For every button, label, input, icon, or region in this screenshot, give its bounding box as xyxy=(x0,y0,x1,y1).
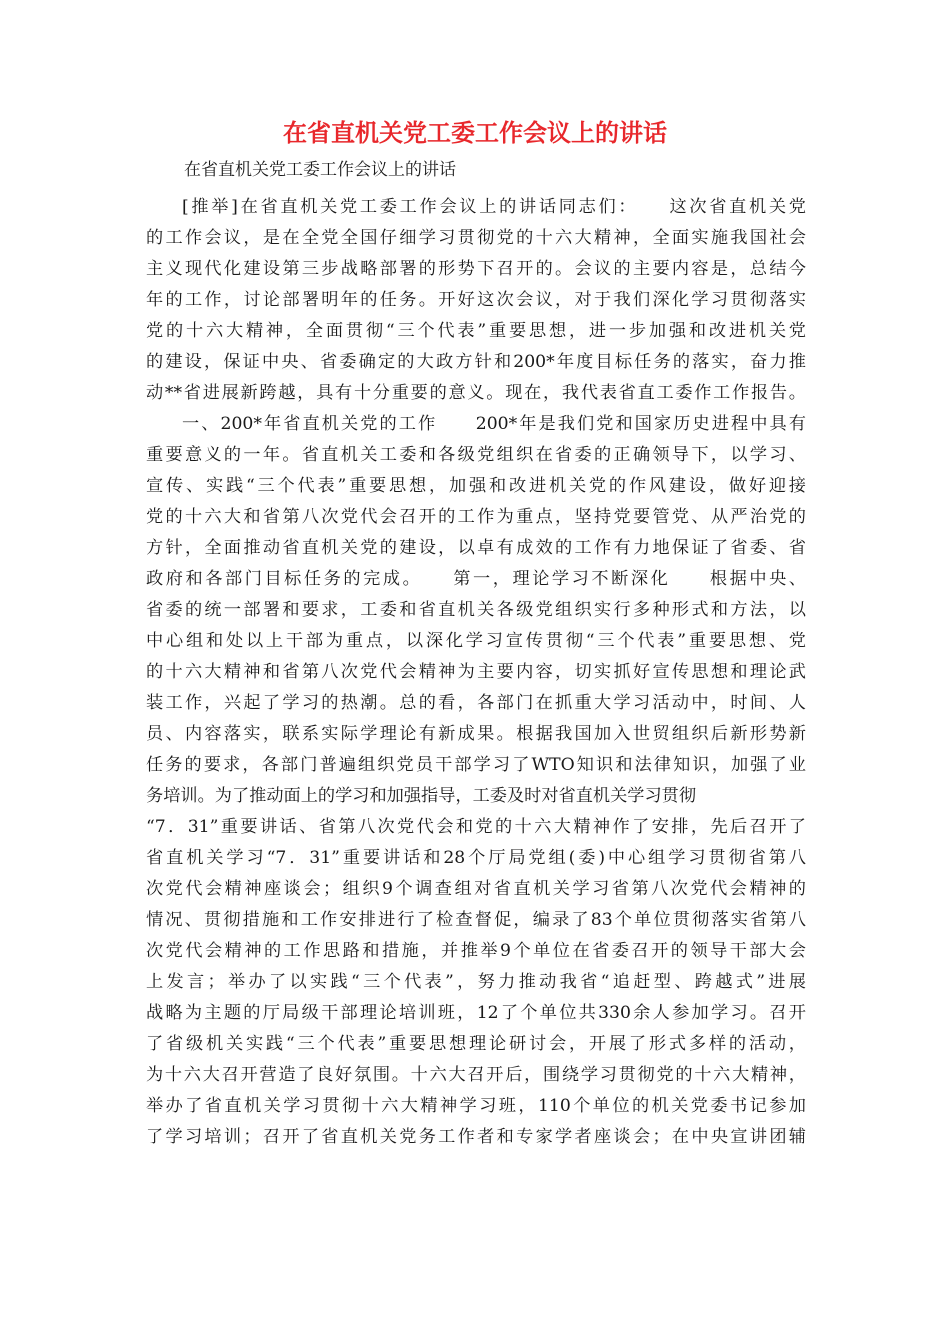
body-line: 重要意义的一年。省直机关工委和各级党组织在省委的正确领导下，以学习、 xyxy=(146,445,806,465)
body-line: 举办了省直机关学习贯彻十六大精神学习班，110个单位的机关党委书记参加 xyxy=(146,1096,806,1116)
body-line: 情况、贯彻措施和工作安排进行了检查督促，编录了83个单位贯彻落实省第八 xyxy=(146,910,806,930)
body-line: 次党代会精神的工作思路和措施，并推举9个单位在省委召开的领导干部大会 xyxy=(146,941,806,961)
document-title: 在省直机关党工委工作会议上的讲话 xyxy=(283,119,667,147)
body-line: 为十六大召开营造了良好氛围。十六大召开后，围绕学习贯彻党的十六大精神， xyxy=(146,1065,806,1085)
body-line: 了学习培训；召开了省直机关党务工作者和专家学者座谈会；在中央宣讲团辅 xyxy=(146,1127,806,1147)
body-line: “7．31”重要讲话、省第八次党代会和党的十六大精神作了安排，先后召开了 xyxy=(146,817,806,837)
body-line: 任务的要求，各部门普遍组织党员干部学习了WTO知识和法律知识，加强了业 xyxy=(146,755,806,775)
document-body xyxy=(146,192,806,1153)
body-line: 动**省进展新跨越，具有十分重要的意义。现在，我代表省直工委作工作报告。 xyxy=(146,383,806,403)
body-line: 了省级机关实践“三个代表”重要思想理论研讨会，开展了形式多样的活动， xyxy=(146,1034,806,1054)
body-line: 宣传、实践“三个代表”重要思想，加强和改进机关党的作风建设，做好迎接 xyxy=(146,476,806,496)
body-line: 党的十六大和省第八次党代会召开的工作为重点，坚持党要管党、从严治党的 xyxy=(146,507,806,527)
body-line: 党的十六大精神，全面贯彻“三个代表”重要思想，进一步加强和改进机关党 xyxy=(146,321,806,341)
body-line: 装工作，兴起了学习的热潮。总的看，各部门在抓重大学习活动中，时间、人 xyxy=(146,693,806,713)
body-line: 主义现代化建设第三步战略部署的形势下召开的。会议的主要内容是，总结今 xyxy=(146,259,806,279)
body-line: 年的工作，讨论部署明年的任务。开好这次会议，对于我们深化学习贯彻落实 xyxy=(146,290,806,310)
body-line: 战略为主题的厅局级干部理论培训班，12了个单位共330余人参加学习。召开 xyxy=(146,1003,806,1023)
body-line: 方针，全面推动省直机关党的建设，以卓有成效的工作有力地保证了省委、省 xyxy=(146,538,806,558)
body-line: 员、内容落实，联系实际学理论有新成果。根据我国加入世贸组织后新形势新 xyxy=(146,724,806,744)
body-line: 省委的统一部署和要求，工委和省直机关各级党组织实行多种形式和方法，以 xyxy=(146,600,806,620)
body-line: 次党代会精神座谈会；组织9个调查组对省直机关学习省第八次党代会精神的 xyxy=(146,879,806,899)
body-line: [推举]在省直机关党工委工作会议上的讲话同志们： 这次省直机关党 xyxy=(182,197,806,217)
body-line: 务培训。为了推动面上的学习和加强指导，工委及时对省直机关学习贯彻 xyxy=(146,786,697,806)
body-line: 政府和各部门目标任务的完成。 第一，理论学习不断深化 根据中央、 xyxy=(146,569,806,589)
document-subtitle: 在省直机关党工委工作会议上的讲话 xyxy=(184,160,456,180)
body-line: 的十六大精神和省第八次党代会精神为主要内容，切实抓好宣传思想和理论武 xyxy=(146,662,806,682)
body-line: 的建设，保证中央、省委确定的大政方针和200*年度目标任务的落实，奋力推 xyxy=(146,352,806,372)
body-line: 省直机关学习“7．31”重要讲话和28个厅局党组(委)中心组学习贯彻省第八 xyxy=(146,848,806,868)
body-line: 一、200*年省直机关党的工作 200*年是我们党和国家历史进程中具有 xyxy=(182,414,806,434)
body-line: 的工作会议，是在全党全国仔细学习贯彻党的十六大精神，全面实施我国社会 xyxy=(146,228,806,248)
body-line: 中心组和处以上干部为重点，以深化学习宣传贯彻“三个代表”重要思想、党 xyxy=(146,631,806,651)
body-line: 上发言；举办了以实践“三个代表”，努力推动我省“追赶型、跨越式”进展 xyxy=(146,972,806,992)
